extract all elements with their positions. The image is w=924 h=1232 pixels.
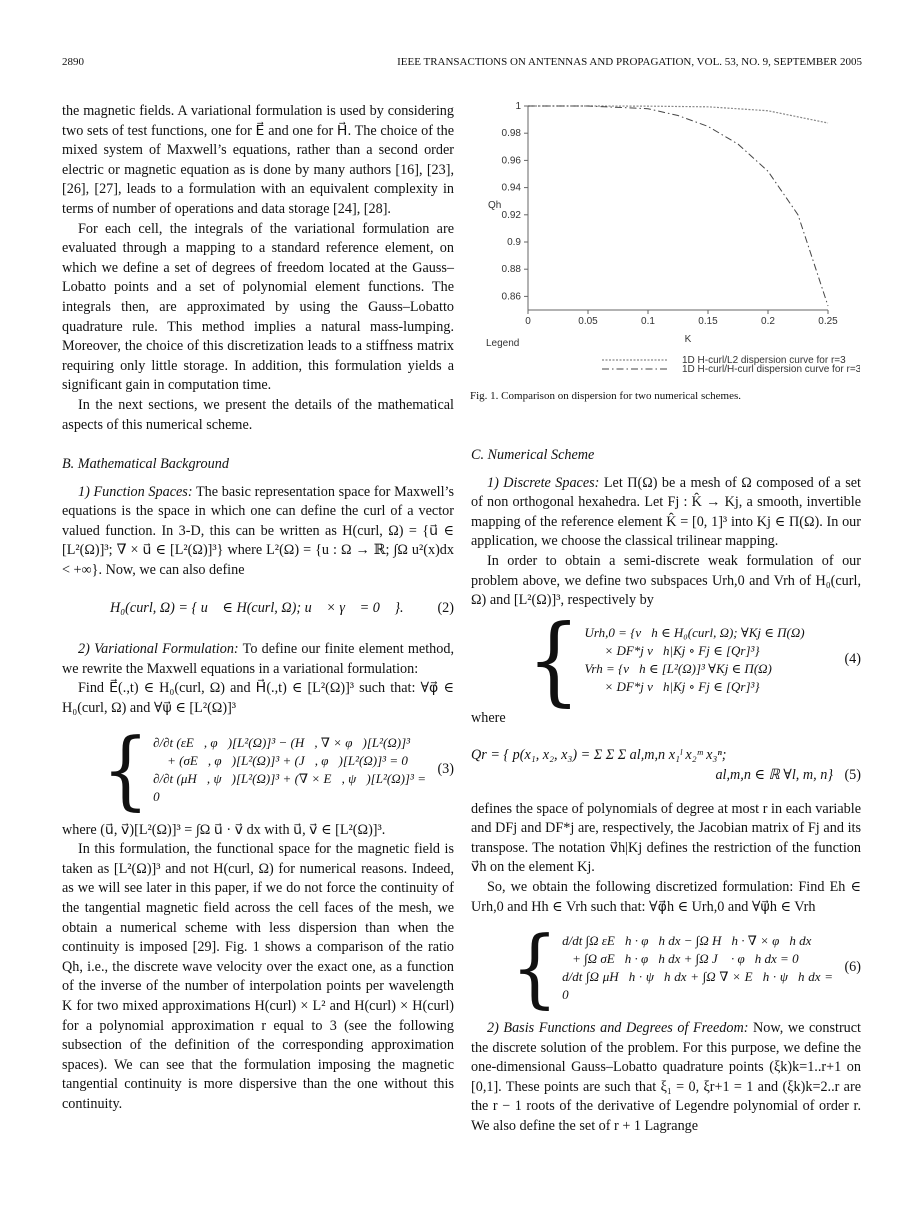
equation-line: d/dt ∫Ω εE⃗h · φ⃗h dx − ∫Ω H⃗h · ∇ × φ⃗h dx — [562, 933, 812, 949]
paragraph: In this formulation, the functional space for the magnetic field is taken as [L²(Ω)]³ and not H(curl, Ω) for numerical reasons. Indeed, as we will see later in this paper, if we do not force the continuity of the tangential magnetic field across the cell faces of the mesh, we obtain a numerical scheme with less dispersion than when the continuity is imposed [29]. Fig. 1 shows a comparison of the ratio Qh, i.e., the discrete wave velocity over the exact one, as a function of the inverse of the number of interpolation points per wavelength K for two mixed approximations H(curl) × L² and H(curl) × H(curl) for a polynomial approximation r equal to 3 (see the following subsection of the definition of the corresponding approximation spaces). We can see that the formulation imposing the magnetic tangential continuity is more dispersive than the one without this continuity. — [62, 841, 454, 1112]
paragraph-text: To define our finite element method, we rewrite the Maxwell equations in a variational formulation: — [62, 641, 454, 677]
y-tick-label: 0.92 — [501, 209, 521, 221]
subsection-title: 2) Basis Functions and Degrees of Freedom: — [487, 1020, 749, 1037]
figure-caption: Fig. 1. Comparison on dispersion for two numerical schemes. — [470, 390, 741, 402]
equation-line: × DF*j v⃗h|Kj ∘ Fj ∈ [Qr]³} — [604, 642, 760, 658]
equation — [471, 603, 861, 717]
section-heading: B. Mathematical Background — [62, 456, 229, 473]
legend-title: Legend — [486, 338, 520, 349]
paragraph-text: Let Π(Ω) be a mesh of Ω composed of a set of non orthogonal hexahedra. Let Fj : K̂ → Kj, a smooth, invertible mapping of the reference element K̂ = [0, 1]³ into Kj ∈ Π(Ω). In our application, we choose the classical trilinear mapping. — [471, 474, 861, 550]
x-axis-label: K — [684, 334, 692, 345]
y-tick-label: 0.96 — [501, 155, 521, 167]
y-tick-label: 0.98 — [501, 128, 521, 140]
equation-line: + (σE⃗, φ⃗)[L²(Ω)]³ + (J⃗, φ⃗)[L²(Ω)]³ = 0 — [167, 752, 408, 768]
y-tick-label: 0.86 — [501, 291, 521, 303]
subsection-title: 1) Function Spaces: — [78, 483, 193, 500]
x-tick-label: 0.1 — [641, 316, 655, 327]
legend-label: 1D H-curl/L2 dispersion curve for r=3 — [682, 355, 846, 366]
equation-line: ∂/∂t (εE⃗, φ⃗)[L²(Ω)]³ − (H⃗, ∇ × φ⃗)[L²(Ω)]³ — [153, 734, 411, 750]
equation — [62, 720, 454, 820]
y-axis-label: Qh — [488, 200, 502, 211]
x-tick-label: 0.05 — [578, 316, 598, 327]
equation-line: Vrh = {v⃗h ∈ [L²(Ω)]³ ∀Kj ∈ Π(Ω) — [584, 660, 772, 676]
legend-label: 1D H-curl/H-curl dispersion curve for r=3 — [682, 364, 860, 375]
equation-number: (2) — [437, 599, 454, 616]
paragraph: where (u⃗, v⃗)[L²(Ω)]³ = ∫Ω u⃗ · v⃗ dx with u⃗, v⃗ ∈ [L²(Ω)]³. — [62, 821, 386, 838]
equation-body: H₀(curl, Ω) = { u⃗ ∈ H(curl, Ω); u⃗ × γ⃗ = 0⃗ }. — [110, 599, 404, 616]
journal-header: IEEE TRANSACTIONS ON ANTENNAS AND PROPAGATION, VOL. 53, NO. 9, SEPTEMBER 2005 — [397, 56, 862, 68]
equation-line: d/dt ∫Ω μH⃗h · ψ⃗h dx + ∫Ω ∇ × E⃗h · ψ⃗h dx = 0 — [562, 969, 833, 1003]
x-tick-label: 0.15 — [698, 316, 718, 327]
equation-line: + ∫Ω σE⃗h · φ⃗h dx + ∫Ω J⃗ · φ⃗h dx = 0 — [572, 951, 799, 967]
paragraph-text: The basic representation space for Maxwell’s equations is the space in which one can define the curl of a vector valued function. In 3-D, this can be written as H(curl, Ω) = {u⃗ ∈ [L²(Ω)]³; ∇ × u⃗ ∈ [L²(Ω)]³} where L²(Ω) = {u : Ω → ℝ; ∫Ω u²(x)dx < +∞}. Now, we can also define — [62, 483, 454, 579]
paragraph: defines the space of polynomials of degree at most r in each variable and DFj and DF*j are, respectively, the Jacobian matrix of Fj and its transpose. The notation v⃗h|Kj defines the restriction of the function v⃗h on the element Kj. — [471, 800, 861, 876]
y-tick-label: 1 — [515, 101, 521, 112]
paragraph-text: Now, we construct the discrete solution of the problem. For this purpose, we define the one-dimensional Gauss–Lobatto quadrature points (ξk)k=1..r+1 on [0,1]. These points are such that ξ₁ = 0, ξr+1 = 1 and (ξk)k=2..r are the r − 1 roots of the derivative of Legendre polynomial of order r. We also define the set of r + 1 Lagrange — [471, 1020, 861, 1135]
paragraph — [471, 474, 861, 552]
paragraph — [62, 483, 454, 581]
page-number: 2890 — [62, 56, 84, 68]
subsection-title: 1) Discrete Spaces: — [487, 474, 600, 491]
equation-body — [471, 746, 833, 785]
equation-line: Urh,0 = {v⃗h ∈ H₀(curl, Ω); ∀Kj ∈ Π(Ω) — [584, 624, 805, 640]
y-tick-label: 0.94 — [501, 182, 521, 194]
series-line — [528, 106, 828, 306]
y-tick-label: 0.88 — [501, 264, 521, 276]
paragraph — [471, 1019, 861, 1137]
paragraph — [62, 640, 454, 679]
paragraph: For each cell, the integrals of the variational formulation are evaluated through a mapping to a standard reference element, on which we define a set of degrees of freedom located at the Gauss–Lobatto points and a set of polynomial element functions. The integrals then, are approximated by using the Gauss–Lobatto quadrature rule. This method implies a natural mass-lumping. Moreover, the choice of this discretization leads to a stiffness matrix requiring only little storage. In addition, this formulation yields a significant gain in computation time. — [62, 220, 454, 394]
paragraph: where — [471, 709, 506, 726]
paragraph: So, we obtain the following discretized formulation: Find Eh ∈ Urh,0 and Hh ∈ Vrh such that: ∀φ⃗h ∈ Urh,0 and ∀ψ⃗h ∈ Vrh — [471, 878, 861, 915]
paragraph: Find E⃗(.,t) ∈ H₀(curl, Ω) and H⃗(.,t) ∈ [L²(Ω)]³ such that: ∀φ⃗ ∈ H₀(curl, Ω) and ∀ψ⃗ ∈ [L²(Ω)]³ — [62, 680, 454, 717]
paragraph: In the next sections, we present the details of the mathematical aspects of this numerical scheme. — [62, 396, 454, 433]
equation — [62, 599, 454, 619]
equation-line: al,m,n ∈ ℝ ∀l, m, n} — [715, 766, 833, 783]
figure-1 — [470, 96, 860, 406]
equation-number: (6) — [844, 959, 861, 976]
left-column — [62, 102, 454, 1115]
equation-body: { ∂/∂t (εE⃗, φ⃗)[L²(Ω)]³ − (H⃗, ∇ × φ⃗)[L²(Ω)]³ + (σE⃗, φ⃗)[L²(Ω)]³ + (J⃗, φ⃗)[L²(Ω)]³ = 0 ∂/∂t (μH⃗, ψ⃗)[L²(Ω)]³ + (∇ × E⃗, ψ⃗)[L²(Ω)]³ = 0 — [102, 720, 426, 820]
right-column — [471, 446, 861, 1137]
paragraph: In order to obtain a semi-discrete weak formulation of our problem above, we define two subspaces Urh,0 and Vrh of H₀(curl, Ω) and [L²(Ω)]³, respectively by — [471, 552, 861, 609]
equation — [471, 918, 861, 1018]
equation — [471, 746, 861, 785]
y-tick-label: 0.9 — [507, 237, 521, 248]
x-tick-label: 0 — [525, 316, 531, 327]
equation-number: (3) — [437, 760, 454, 777]
equation-body: { d/dt ∫Ω εE⃗h · φ⃗h dx − ∫Ω H⃗h · ∇ × φ⃗h dx + ∫Ω σE⃗h · φ⃗h dx + ∫Ω J⃗ · φ⃗h dx = 0 d/dt ∫Ω μH⃗h · ψ⃗h dx + ∫Ω ∇ × E⃗h · ψ⃗h dx = 0 — [511, 918, 833, 1018]
equation-body: { Urh,0 = {v⃗h ∈ H₀(curl, Ω); ∀Kj ∈ Π(Ω) × DF*j v⃗h|Kj ∘ Fj ∈ [Qr]³} Vrh = {v⃗h ∈ [L²(Ω)]³ ∀Kj ∈ Π(Ω) × DF*j v⃗h|Kj ∘ Fj ∈ [Qr]³} — [527, 603, 805, 717]
x-tick-label: 0.2 — [761, 316, 775, 327]
equation-line: × DF*j v⃗h|Kj ∘ Fj ∈ [Qr]³} — [604, 678, 760, 694]
equation-line: ∂/∂t (μH⃗, ψ⃗)[L²(Ω)]³ + (∇ × E⃗, ψ⃗)[L²(Ω)]³ = 0 — [153, 770, 426, 804]
series-line — [528, 106, 828, 123]
equation-line: Qr = { p(x₁, x₂, x₃) = Σ Σ Σ al,m,n x₁ˡ x₂ᵐ x₃ⁿ; — [471, 747, 727, 764]
equation-number: (5) — [844, 766, 861, 783]
section-heading: C. Numerical Scheme — [471, 447, 595, 463]
equation-number: (4) — [844, 650, 861, 667]
subsection-title: 2) Variational Formulation: — [78, 641, 239, 658]
paragraph: the magnetic fields. A variational formulation is used by considering two sets of test functions, one for E⃗ and one for H⃗. The choice of the mixed system of Maxwell’s equations, rather than a second order electric or magnetic equation as is done by many authors [16], [23], [26], [27], leads to a formulation with an equivalent complexity in terms of number of operations and data storage [24], [28]. — [62, 103, 454, 217]
dispersion-chart — [470, 96, 860, 386]
x-tick-label: 0.25 — [818, 316, 838, 327]
